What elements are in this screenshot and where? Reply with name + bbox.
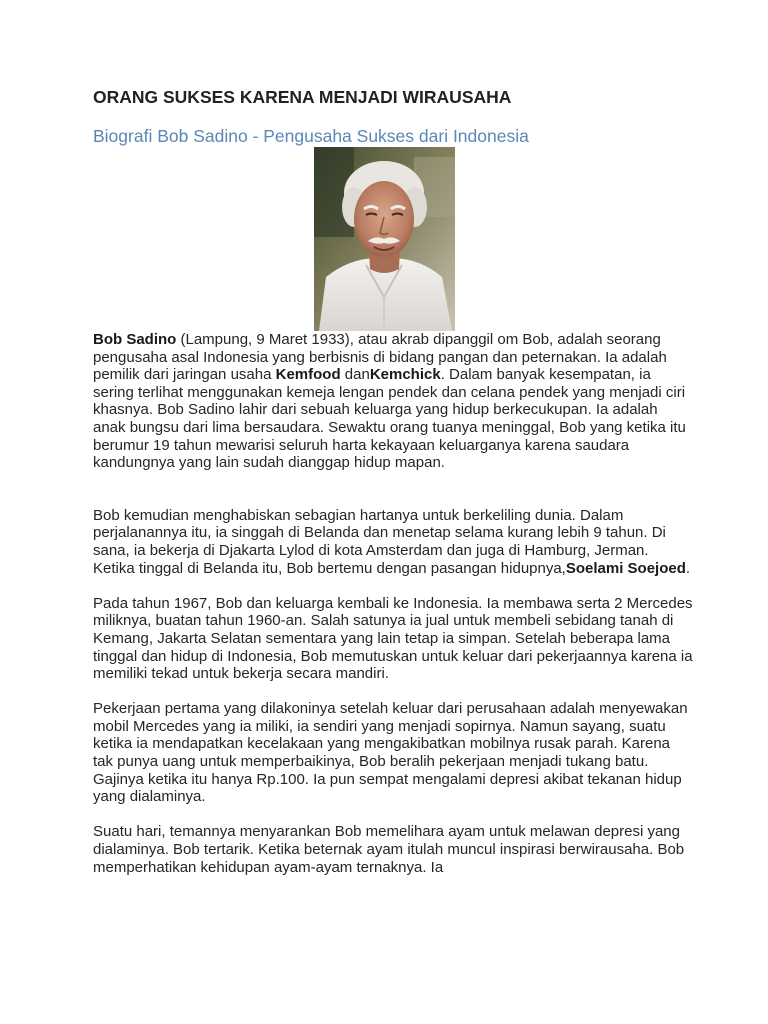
p1-text-3: . Dalam banyak kesempatan, ia sering terlihat menggunakan kemeja lengan pendek dan celana pendek yang menjadi ciri khasnya. Bob Sadino lahir dari sebuah keluarga yang hidup berkecukupan. Ia adalah anak bungsu dari lima bersaudara. Sewaktu orang tuanya meninggal, Bob yang ketika itu berumur 19 tahun mewarisi seluruh harta kekayaan keluarganya karena saudara kandungnya yang lain sudah dianggap hidup mapan. xyxy=(93,366,686,472)
p1-text-2: dan xyxy=(340,366,370,384)
bold-soelami: Soelami Soejoed xyxy=(565,559,686,577)
p1-text-1: (Lampung, 9 Maret 1933), atau akrab dipanggil om Bob, adalah seorang pengusaha asal Indonesia yang berbisnis di bidang pangan dan peternakan. Ia adalah pemilik dari jaringan usaha xyxy=(93,331,667,384)
paragraph-5: Suatu hari, temannya menyarankan Bob memelihara ayam untuk melawan depresi yang dialaminya. Bob tertarik. Ketika beternak ayam itulah muncul inspirasi berwirausaha. Bob memperhatikan kehidupan ayam-ayam ternaknya. Ia xyxy=(93,823,685,876)
bold-kemchick: Kemchick xyxy=(369,366,441,384)
bold-kemfood: Kemfood xyxy=(275,366,341,384)
paragraph-4: Pekerjaan pertama yang dilakoninya setelah keluar dari perusahaan adalah menyewakan mobil Mercedes yang ia miliki, ia sendiri yang menjadi sopirnya. Namun sayang, suatu ketika ia mendapatkan kecelakaan yang mengakibatkan mobilnya rusak parah. Karena tak punya uang untuk memperbaikinya, Bob beralih pekerjaan menjadi tukang batu. Gajinya ketika itu hanya Rp.100. Ia pun sempat mengalami depresi akibat tekanan hidup yang dialaminya. xyxy=(93,700,688,806)
bold-name: Bob Sadino xyxy=(93,331,177,348)
article-subtitle: Biografi Bob Sadino - Pengusaha Sukses dari Indonesia xyxy=(93,126,529,146)
p2-text-2: . xyxy=(685,559,691,577)
portrait-illustration xyxy=(314,147,455,331)
p2-text-1: Bob kemudian menghabiskan sebagian hartanya untuk berkeliling dunia. Dalam perjalanannya itu, ia singgah di Belanda dan menetap selama kurang lebih 9 tahun. Di sana, ia bekerja di Djakarta Lylod di kota Amsterdam dan juga di Hamburg, Jerman. Ketika tinggal di Belanda itu, Bob bertemu dengan pasangan hidupnya, xyxy=(93,506,666,577)
document-page xyxy=(93,86,693,876)
paragraph-3: Pada tahun 1967, Bob dan keluarga kembali ke Indonesia. Ia membawa serta 2 Mercedes miliknya, buatan tahun 1960-an. Salah satunya ia jual untuk membeli sebidang tanah di Kemang, Jakarta Selatan sementara yang lain tetap ia simpan. Setelah beberapa lama tinggal dan hidup di Indonesia, Bob memutuskan untuk keluar dari pekerjaannya karena ia memiliki tekad untuk bekerja secara mandiri. xyxy=(93,594,693,683)
document-title: ORANG SUKSES KARENA MENJADI WIRAUSAHA xyxy=(93,87,512,107)
paragraph-2 xyxy=(93,507,693,577)
portrait-photo xyxy=(314,147,455,331)
paragraph-1 xyxy=(93,331,693,472)
